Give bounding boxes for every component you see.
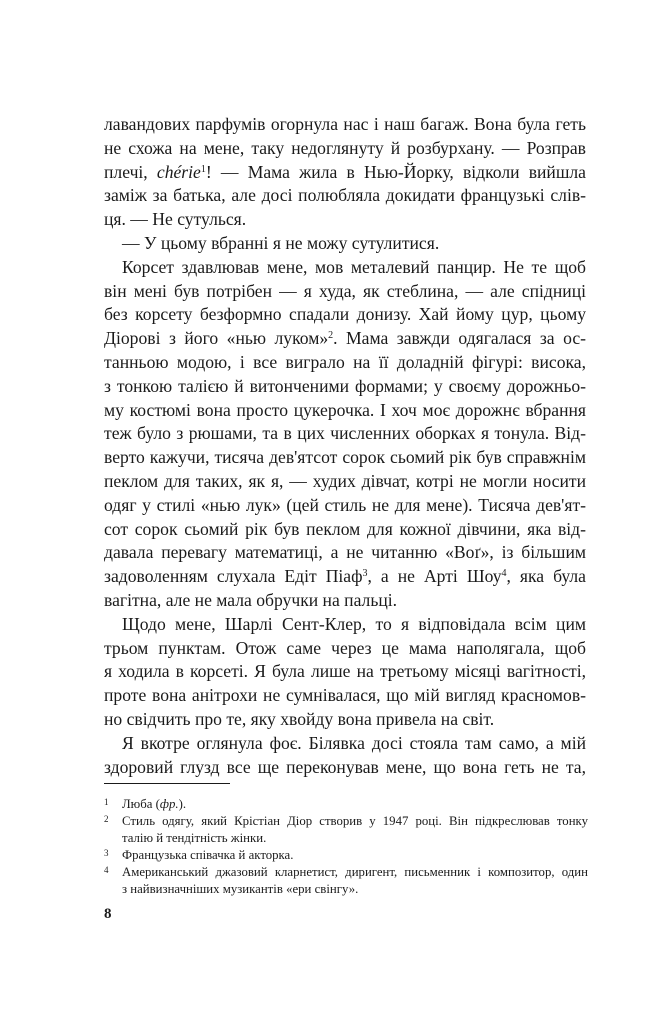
text-line: без корсету безформно спадали донизу. Хай йому цур, цьому — [104, 304, 586, 325]
text-line: верто кажучи, тисяча дев'ятсот сорок сьомий рік був справжнім — [104, 447, 586, 468]
text-line: Щодо мене, Шарлі Сент-Клер, то я відповідала всім цим — [122, 613, 586, 634]
text-line: теж було з рюшами, та в цих численних оборках я тонула. Від- — [104, 423, 586, 444]
text-line: но свідчить про те, яку хвойду вона привела на світ. — [104, 708, 495, 729]
footnotes — [104, 796, 588, 898]
text-line: танньою модою, і все виграло на її доладній фігурі: висока, — [104, 351, 586, 372]
text-line: сот сорок сьомий рік був пеклом для кожної дівчини, яка від- — [104, 518, 586, 539]
text-line: задоволенням слухала Едіт Піаф$^3$, а не Арті Шоу$^4$, яка була — [104, 566, 586, 587]
footnote-number: 4 — [104, 865, 109, 875]
text-line: ця. — Не сутулься. — [104, 209, 247, 230]
text-line: плечі, chérie$^1$! — Мама жила в Нью-Йорку, відколи вийшла — [104, 161, 586, 182]
text-line: вагітна, але не мала обручки на пальці. — [104, 589, 398, 610]
footnote — [104, 796, 588, 813]
footnote-text: талію й тендітність жінки. — [122, 831, 267, 845]
text-line: одяг у стилі «нью лук» (цей стиль не для мене). Тисяча дев'ят- — [104, 494, 586, 515]
text-line: лавандових парфумів огорнула нас і наш багаж. Вона була геть — [104, 114, 586, 134]
footnote-text: з найвизначніших музикантів «ери свінгу». — [122, 882, 359, 896]
text-line: з тонкою талією й витонченими формами; у своєму дорожньо- — [104, 375, 586, 396]
footnote-text: Стиль одягу, який Крістіан Діор створив у 1947 році. Він підкреслював тонку — [122, 814, 588, 828]
text-line: давала перевагу математиці, а не читанню «Воґ», із більшим — [104, 542, 586, 563]
text-line: Я вкотре оглянула фоє. Білявка досі стояла там само, а мій — [122, 732, 586, 753]
text-line: не схожа на мене, таку недоглянуту й розбурхану. — Розправ — [104, 137, 586, 158]
text-line: пеклом для таких, як я, — худих дівчат, котрі не могли носити — [104, 470, 586, 491]
text-line: заміж за батька, але досі полюбляла докидати французькі слів- — [104, 185, 586, 206]
text-line: проте вона анітрохи не сумнівалася, що мій вигляд красномов- — [104, 685, 586, 706]
text-line: здоровий глузд все ще переконував мене, що вона геть не та, — [104, 756, 586, 777]
footnote-text: Американський джазовий кларнетист, диригент, письменник і композитор, один — [122, 865, 588, 879]
text-line: Діорові з його «нью луком»$^2$. Мама завжди одягалася за ос- — [104, 328, 586, 349]
text-line: — У цьому вбранні я не можу сутулитися. — [122, 232, 440, 253]
page-number: 8 — [104, 906, 112, 922]
body-text — [104, 113, 586, 779]
footnote — [104, 813, 588, 847]
text-line: Корсет здавлював мене, мов металевий панцир. Не те щоб — [122, 256, 586, 277]
text-line: му костюмі вона просто цукерочка. І хоч моє дорожнє вбрання — [104, 399, 586, 420]
text-line: трьом пунктам. Отож саме через це мама наполягала, щоб — [104, 637, 586, 658]
footnote — [104, 847, 588, 864]
footnote-number: 2 — [104, 814, 109, 824]
footnote — [104, 864, 588, 898]
text-line: він мені був потрібен — я худа, як стеблина, — але спідниці — [104, 280, 586, 301]
footnote-number: 1 — [104, 797, 109, 807]
footnote-separator — [104, 783, 230, 784]
footnote-text: Французька співачка й акторка. — [122, 848, 294, 862]
text-line: я ходила в корсеті. Я була лише на третьому місяці вагітності, — [104, 661, 586, 682]
footnote-number: 3 — [104, 848, 109, 858]
footnote-text: Люба (фр.). — [122, 797, 187, 811]
